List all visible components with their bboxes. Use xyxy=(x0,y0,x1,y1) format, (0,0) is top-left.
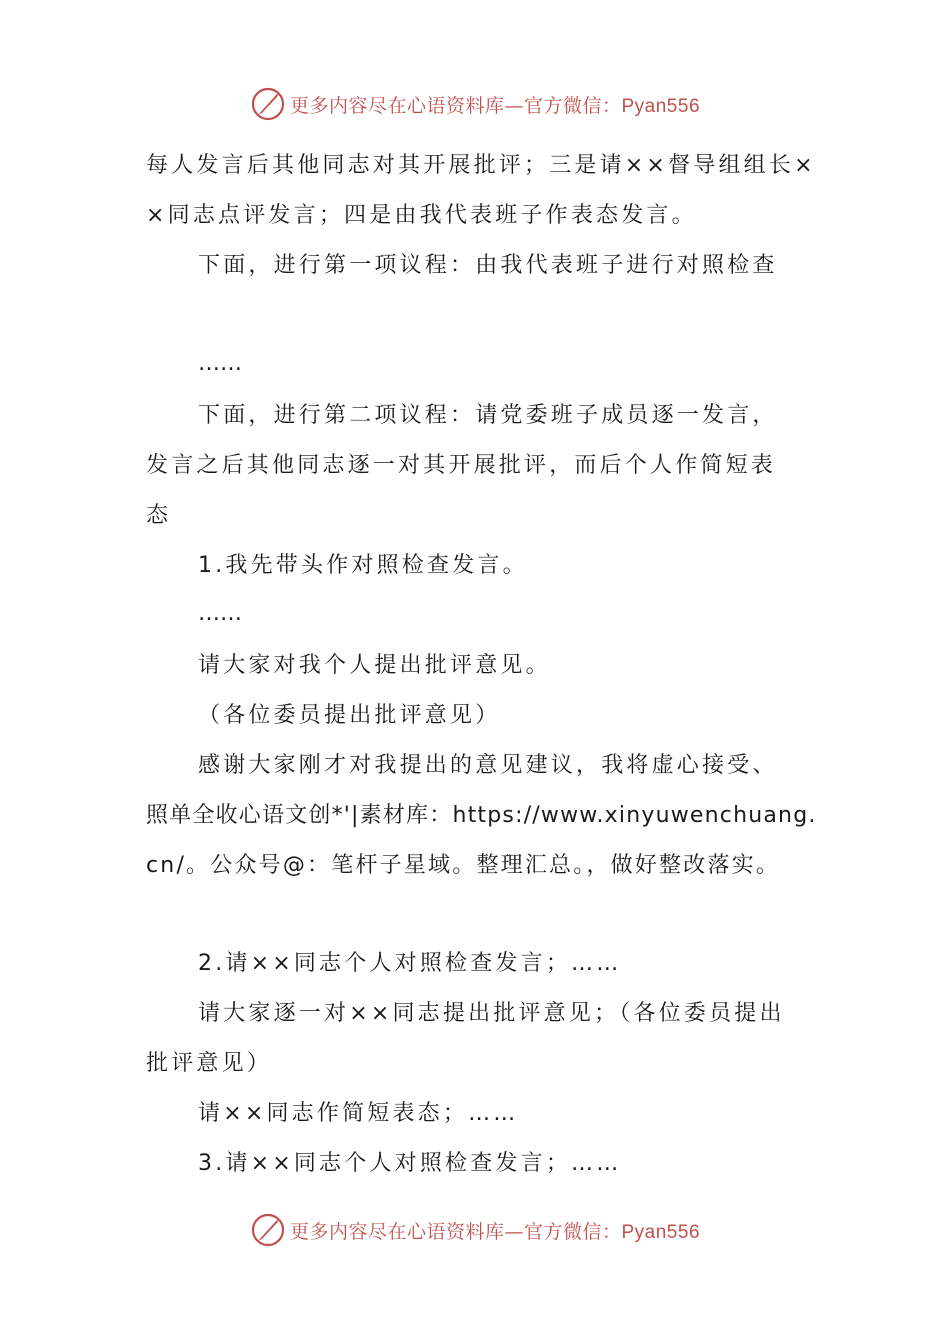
footer-wechat-id: Pyan556 xyxy=(621,1221,701,1243)
header-wechat-id: Pyan556 xyxy=(621,95,701,117)
body-line: 照单全收心语文创*'|素材库：https://www.xinyuwenchuang. xyxy=(146,803,817,828)
footer-banner-text: 更多内容尽在心语资料库—官方微信：Pyan556 xyxy=(289,1220,701,1243)
body-line: 批评意见） xyxy=(146,1051,273,1076)
body-line: ×同志点评发言；四是由我代表班子作表态发言。 xyxy=(146,203,697,228)
body-line: 每人发言后其他同志对其开展批评；三是请××督导组组长× xyxy=(146,153,816,178)
quill-logo-icon xyxy=(250,1212,286,1248)
body-line: cn/。公众号@：笔杆子星域。整理汇总。，做好整改落实。 xyxy=(146,853,781,878)
body-line: 下面，进行第一项议程：由我代表班子进行对照检查 xyxy=(198,253,778,278)
quill-logo-icon xyxy=(250,86,286,122)
body-line: 下面，进行第二项议程：请党委班子成员逐一发言， xyxy=(198,403,778,428)
body-line: 3.请××同志个人对照检查发言；…… xyxy=(198,1151,622,1176)
body-line: …… xyxy=(198,351,242,376)
body-line: 请××同志作简短表态；…… xyxy=(198,1101,519,1126)
body-line: 发言之后其他同志逐一对其开展批评，而后个人作简短表 xyxy=(146,453,777,478)
body-line: 感谢大家刚才对我提出的意见建议，我将虚心接受、 xyxy=(198,753,778,778)
body-line: 1.我先带头作对照检查发言。 xyxy=(198,553,528,578)
footer-banner xyxy=(0,1210,950,1250)
header-banner xyxy=(0,84,950,124)
body-line: …… xyxy=(198,601,242,626)
header-banner-text: 更多内容尽在心语资料库—官方微信：Pyan556 xyxy=(289,94,701,117)
body-line: 态 xyxy=(146,503,172,528)
body-line: 请大家逐一对××同志提出批评意见；（各位委员提出 xyxy=(198,1001,785,1026)
body-line: 请大家对我个人提出批评意见。 xyxy=(198,653,551,678)
body-line: 2.请××同志个人对照检查发言；…… xyxy=(198,951,622,976)
body-line: （各位委员提出批评意见） xyxy=(198,703,501,728)
